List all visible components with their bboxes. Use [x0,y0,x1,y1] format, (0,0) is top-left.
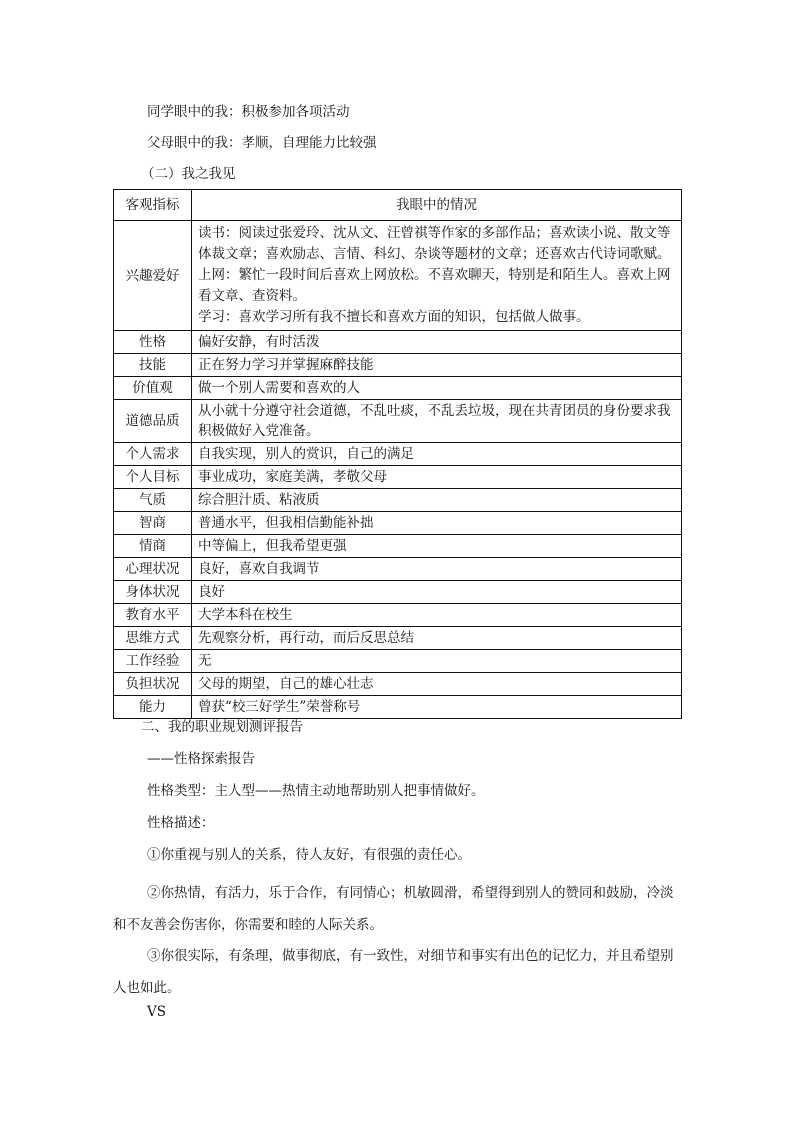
table-row [114,466,682,489]
parents-view: 父母眼中的我：孝顺，自理能力比较强 [147,135,377,151]
row-value: 从小就十分遵守社会道德，不乱吐痰，不乱丢垃圾，现在共青团员的身份要求我积极做好入党准备。 [192,400,682,443]
table-row [114,650,682,673]
table-row [114,221,682,331]
report-heading: 二、我的职业规划测评报告 [141,719,303,735]
row-key: 思维方式 [114,627,192,650]
interest-internet: 上网：繁忙一段时间后喜欢上网放松。不喜欢聊天，特别是和陌生人。喜欢上网看文章、查资料。 [198,267,671,304]
row-key: 价值观 [114,377,192,400]
personality-desc-label: 性格描述： [147,815,215,831]
interest-reading: 读书：阅读过张爱玲、沈从文、汪曾祺等作家的多部作品；喜欢读小说、散文等体裁文章；喜欢励志、言情、科幻、杂谈等题材的文章；还喜欢古代诗词歌赋。 [198,225,671,262]
table-row [114,558,682,581]
interest-study: 学习：喜欢学习所有我不擅长和喜欢方面的知识，包括做人做事。 [198,309,590,325]
personality-type: 性格类型：主人型——热情主动地帮助别人把事情做好。 [147,783,485,799]
row-key: 情商 [114,535,192,558]
section-heading: （二）我之我见 [141,166,236,182]
row-value: 偏好安静，有时活泼 [192,331,682,354]
row-value: 良好 [192,581,682,604]
row-value: 综合胆汁质、粘液质 [192,489,682,512]
table-row [114,400,682,443]
row-key: 个人目标 [114,466,192,489]
row-value: 做一个别人需要和喜欢的人 [192,377,682,400]
table-row [114,581,682,604]
table-row [114,512,682,535]
header-indicator: 客观指标 [114,190,192,221]
row-key: 心理状况 [114,558,192,581]
row-key: 智商 [114,512,192,535]
row-key: 教育水平 [114,604,192,627]
table-row [114,627,682,650]
row-key: 能力 [114,696,192,719]
row-key: 身体状况 [114,581,192,604]
table-row [114,604,682,627]
row-value: 大学本科在校生 [192,604,682,627]
table-row [114,354,682,377]
row-key: 个人需求 [114,443,192,466]
table-header-row [114,190,682,221]
desc-point-2: ②你热情，有活力，乐于合作，有同情心；机敏圆滑，希望得到别人的赞同和鼓励，冷淡和不友善会伤害你，你需要和睦的人际关系。 [113,885,674,933]
row-key: 工作经验 [114,650,192,673]
row-value [192,221,682,331]
row-key: 道德品质 [114,400,192,443]
table-row [114,377,682,400]
row-value: 中等偏上，但我希望更强 [192,535,682,558]
desc-point-1: ①你重视与别人的关系，待人友好，有很强的责任心。 [147,847,471,863]
table-row [114,489,682,512]
report-subheading: ——性格探索报告 [147,751,255,767]
row-value: 曾获“校三好学生”荣誉称号 [192,696,682,719]
table-row [114,673,682,696]
desc-point-3: ③你很实际，有条理，做事彻底，有一致性，对细节和事实有出色的记忆力，并且希望别人也如此。 [113,948,674,996]
row-value: 无 [192,650,682,673]
row-value: 正在努力学习并掌握麻醉技能 [192,354,682,377]
row-value: 良好，喜欢自我调节 [192,558,682,581]
row-value: 自我实现，别人的赏识，自己的满足 [192,443,682,466]
header-situation: 我眼中的情况 [192,190,682,221]
row-key: 性格 [114,331,192,354]
self-assessment-table [113,189,682,719]
classmates-view: 同学眼中的我：积极参加各项活动 [147,104,350,120]
table-row [114,696,682,719]
table-row [114,535,682,558]
row-value: 父母的期望，自己的雄心壮志 [192,673,682,696]
table-row [114,443,682,466]
row-key: 技能 [114,354,192,377]
row-key: 兴趣爱好 [114,221,192,331]
row-key: 气质 [114,489,192,512]
row-value: 先观察分析，再行动，而后反思总结 [192,627,682,650]
row-value: 普通水平，但我相信勤能补拙 [192,512,682,535]
row-value: 事业成功，家庭美满，孝敬父母 [192,466,682,489]
vs-text: VS [147,1004,166,1020]
table-row [114,331,682,354]
row-key: 负担状况 [114,673,192,696]
